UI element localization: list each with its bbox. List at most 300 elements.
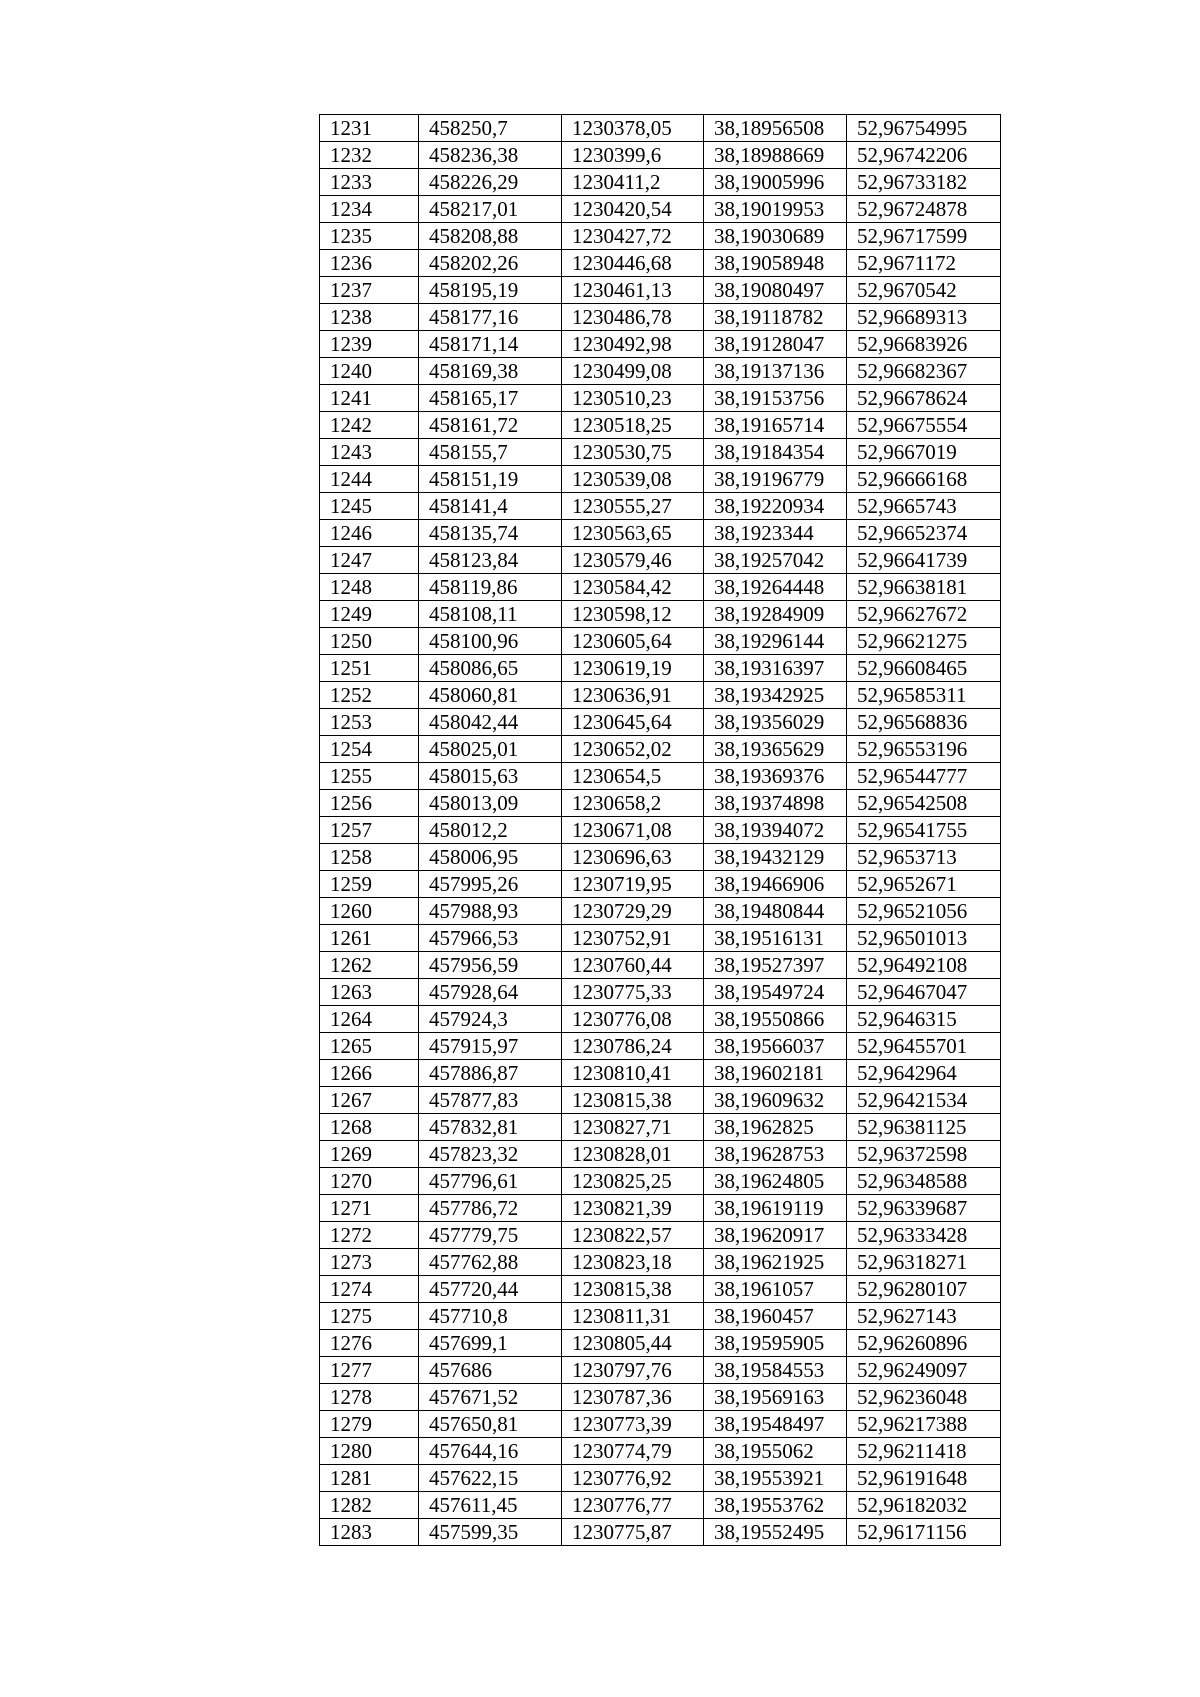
point-number-cell: 1239: [320, 331, 419, 358]
latitude-cell: 38,19356029: [704, 709, 847, 736]
y-coordinate-cell: 1230827,71: [562, 1114, 704, 1141]
point-number-cell: 1251: [320, 655, 419, 682]
table-row: [320, 412, 1001, 439]
point-number-cell: 1237: [320, 277, 419, 304]
point-number-cell: 1277: [320, 1357, 419, 1384]
x-coordinate-cell: 458250,7: [419, 115, 562, 142]
x-coordinate-cell: 457988,93: [419, 898, 562, 925]
y-coordinate-cell: 1230805,44: [562, 1330, 704, 1357]
latitude-cell: 38,19548497: [704, 1411, 847, 1438]
coordinates-table: [319, 114, 1001, 1546]
y-coordinate-cell: 1230774,79: [562, 1438, 704, 1465]
latitude-cell: 38,19184354: [704, 439, 847, 466]
longitude-cell: 52,96236048: [847, 1384, 1001, 1411]
latitude-cell: 38,19609632: [704, 1087, 847, 1114]
x-coordinate-cell: 457699,1: [419, 1330, 562, 1357]
latitude-cell: 38,19620917: [704, 1222, 847, 1249]
table-row: [320, 115, 1001, 142]
longitude-cell: 52,96689313: [847, 304, 1001, 331]
table-row: [320, 1492, 1001, 1519]
longitude-cell: 52,9646315: [847, 1006, 1001, 1033]
y-coordinate-cell: 1230636,91: [562, 682, 704, 709]
point-number-cell: 1243: [320, 439, 419, 466]
longitude-cell: 52,96280107: [847, 1276, 1001, 1303]
table-row: [320, 1195, 1001, 1222]
x-coordinate-cell: 458169,38: [419, 358, 562, 385]
table-row: [320, 520, 1001, 547]
point-number-cell: 1242: [320, 412, 419, 439]
y-coordinate-cell: 1230822,57: [562, 1222, 704, 1249]
table-row: [320, 493, 1001, 520]
table-row: [320, 709, 1001, 736]
longitude-cell: 52,9652671: [847, 871, 1001, 898]
x-coordinate-cell: 458202,26: [419, 250, 562, 277]
point-number-cell: 1274: [320, 1276, 419, 1303]
longitude-cell: 52,9653713: [847, 844, 1001, 871]
latitude-cell: 38,19365629: [704, 736, 847, 763]
x-coordinate-cell: 458171,14: [419, 331, 562, 358]
point-number-cell: 1249: [320, 601, 419, 628]
latitude-cell: 38,19628753: [704, 1141, 847, 1168]
latitude-cell: 38,18988669: [704, 142, 847, 169]
y-coordinate-cell: 1230828,01: [562, 1141, 704, 1168]
point-number-cell: 1232: [320, 142, 419, 169]
longitude-cell: 52,96348588: [847, 1168, 1001, 1195]
longitude-cell: 52,96217388: [847, 1411, 1001, 1438]
table-row: [320, 547, 1001, 574]
point-number-cell: 1252: [320, 682, 419, 709]
x-coordinate-cell: 457966,53: [419, 925, 562, 952]
latitude-cell: 38,19137136: [704, 358, 847, 385]
y-coordinate-cell: 1230776,77: [562, 1492, 704, 1519]
x-coordinate-cell: 457877,83: [419, 1087, 562, 1114]
point-number-cell: 1272: [320, 1222, 419, 1249]
longitude-cell: 52,96318271: [847, 1249, 1001, 1276]
latitude-cell: 38,19553921: [704, 1465, 847, 1492]
x-coordinate-cell: 457611,45: [419, 1492, 562, 1519]
latitude-cell: 38,19374898: [704, 790, 847, 817]
x-coordinate-cell: 458042,44: [419, 709, 562, 736]
longitude-cell: 52,96682367: [847, 358, 1001, 385]
y-coordinate-cell: 1230823,18: [562, 1249, 704, 1276]
x-coordinate-cell: 457886,87: [419, 1060, 562, 1087]
latitude-cell: 38,1962825: [704, 1114, 847, 1141]
y-coordinate-cell: 1230773,39: [562, 1411, 704, 1438]
x-coordinate-cell: 457686: [419, 1357, 562, 1384]
y-coordinate-cell: 1230598,12: [562, 601, 704, 628]
table-row: [320, 898, 1001, 925]
y-coordinate-cell: 1230584,42: [562, 574, 704, 601]
latitude-cell: 38,19624805: [704, 1168, 847, 1195]
longitude-cell: 52,96641739: [847, 547, 1001, 574]
y-coordinate-cell: 1230775,33: [562, 979, 704, 1006]
x-coordinate-cell: 458123,84: [419, 547, 562, 574]
point-number-cell: 1253: [320, 709, 419, 736]
y-coordinate-cell: 1230810,41: [562, 1060, 704, 1087]
point-number-cell: 1279: [320, 1411, 419, 1438]
point-number-cell: 1280: [320, 1438, 419, 1465]
point-number-cell: 1259: [320, 871, 419, 898]
point-number-cell: 1264: [320, 1006, 419, 1033]
latitude-cell: 38,19549724: [704, 979, 847, 1006]
table-row: [320, 439, 1001, 466]
latitude-cell: 38,19553762: [704, 1492, 847, 1519]
x-coordinate-cell: 458151,19: [419, 466, 562, 493]
y-coordinate-cell: 1230411,2: [562, 169, 704, 196]
y-coordinate-cell: 1230786,24: [562, 1033, 704, 1060]
point-number-cell: 1271: [320, 1195, 419, 1222]
x-coordinate-cell: 457786,72: [419, 1195, 562, 1222]
latitude-cell: 38,19432129: [704, 844, 847, 871]
y-coordinate-cell: 1230811,31: [562, 1303, 704, 1330]
y-coordinate-cell: 1230658,2: [562, 790, 704, 817]
longitude-cell: 52,96542508: [847, 790, 1001, 817]
y-coordinate-cell: 1230446,68: [562, 250, 704, 277]
y-coordinate-cell: 1230530,75: [562, 439, 704, 466]
point-number-cell: 1265: [320, 1033, 419, 1060]
table-row: [320, 628, 1001, 655]
longitude-cell: 52,9671172: [847, 250, 1001, 277]
longitude-cell: 52,96492108: [847, 952, 1001, 979]
x-coordinate-cell: 457671,52: [419, 1384, 562, 1411]
table-row: [320, 871, 1001, 898]
table-row: [320, 1276, 1001, 1303]
x-coordinate-cell: 457956,59: [419, 952, 562, 979]
x-coordinate-cell: 457924,3: [419, 1006, 562, 1033]
latitude-cell: 38,19621925: [704, 1249, 847, 1276]
point-number-cell: 1250: [320, 628, 419, 655]
table-row: [320, 1303, 1001, 1330]
latitude-cell: 38,19595905: [704, 1330, 847, 1357]
longitude-cell: 52,96467047: [847, 979, 1001, 1006]
point-number-cell: 1261: [320, 925, 419, 952]
y-coordinate-cell: 1230518,25: [562, 412, 704, 439]
table-row: [320, 1006, 1001, 1033]
latitude-cell: 38,18956508: [704, 115, 847, 142]
point-number-cell: 1256: [320, 790, 419, 817]
x-coordinate-cell: 458208,88: [419, 223, 562, 250]
latitude-cell: 38,19264448: [704, 574, 847, 601]
longitude-cell: 52,96742206: [847, 142, 1001, 169]
longitude-cell: 52,96171156: [847, 1519, 1001, 1546]
table-row: [320, 142, 1001, 169]
x-coordinate-cell: 457995,26: [419, 871, 562, 898]
latitude-cell: 38,19005996: [704, 169, 847, 196]
x-coordinate-cell: 457915,97: [419, 1033, 562, 1060]
y-coordinate-cell: 1230563,65: [562, 520, 704, 547]
longitude-cell: 52,96260896: [847, 1330, 1001, 1357]
point-number-cell: 1247: [320, 547, 419, 574]
y-coordinate-cell: 1230752,91: [562, 925, 704, 952]
point-number-cell: 1238: [320, 304, 419, 331]
point-number-cell: 1273: [320, 1249, 419, 1276]
longitude-cell: 52,96521056: [847, 898, 1001, 925]
point-number-cell: 1275: [320, 1303, 419, 1330]
latitude-cell: 38,19019953: [704, 196, 847, 223]
latitude-cell: 38,19058948: [704, 250, 847, 277]
y-coordinate-cell: 1230821,39: [562, 1195, 704, 1222]
table-row: [320, 790, 1001, 817]
table-row: [320, 1087, 1001, 1114]
point-number-cell: 1269: [320, 1141, 419, 1168]
table-row: [320, 1357, 1001, 1384]
longitude-cell: 52,96678624: [847, 385, 1001, 412]
longitude-cell: 52,96339687: [847, 1195, 1001, 1222]
longitude-cell: 52,96421534: [847, 1087, 1001, 1114]
longitude-cell: 52,96621275: [847, 628, 1001, 655]
longitude-cell: 52,96724878: [847, 196, 1001, 223]
y-coordinate-cell: 1230420,54: [562, 196, 704, 223]
table-row: [320, 655, 1001, 682]
table-row: [320, 736, 1001, 763]
y-coordinate-cell: 1230461,13: [562, 277, 704, 304]
longitude-cell: 52,96553196: [847, 736, 1001, 763]
x-coordinate-cell: 458086,65: [419, 655, 562, 682]
x-coordinate-cell: 458060,81: [419, 682, 562, 709]
point-number-cell: 1248: [320, 574, 419, 601]
x-coordinate-cell: 458161,72: [419, 412, 562, 439]
x-coordinate-cell: 457823,32: [419, 1141, 562, 1168]
point-number-cell: 1257: [320, 817, 419, 844]
latitude-cell: 38,19566037: [704, 1033, 847, 1060]
x-coordinate-cell: 458195,19: [419, 277, 562, 304]
x-coordinate-cell: 458100,96: [419, 628, 562, 655]
y-coordinate-cell: 1230671,08: [562, 817, 704, 844]
x-coordinate-cell: 458013,09: [419, 790, 562, 817]
latitude-cell: 38,19080497: [704, 277, 847, 304]
point-number-cell: 1262: [320, 952, 419, 979]
x-coordinate-cell: 457650,81: [419, 1411, 562, 1438]
table-row: [320, 277, 1001, 304]
y-coordinate-cell: 1230787,36: [562, 1384, 704, 1411]
latitude-cell: 38,19569163: [704, 1384, 847, 1411]
point-number-cell: 1260: [320, 898, 419, 925]
latitude-cell: 38,19552495: [704, 1519, 847, 1546]
longitude-cell: 52,96733182: [847, 169, 1001, 196]
x-coordinate-cell: 457710,8: [419, 1303, 562, 1330]
table-row: [320, 601, 1001, 628]
x-coordinate-cell: 457796,61: [419, 1168, 562, 1195]
y-coordinate-cell: 1230555,27: [562, 493, 704, 520]
table-row: [320, 763, 1001, 790]
latitude-cell: 38,1955062: [704, 1438, 847, 1465]
latitude-cell: 38,19030689: [704, 223, 847, 250]
latitude-cell: 38,19128047: [704, 331, 847, 358]
x-coordinate-cell: 458006,95: [419, 844, 562, 871]
latitude-cell: 38,19516131: [704, 925, 847, 952]
point-number-cell: 1282: [320, 1492, 419, 1519]
table-row: [320, 250, 1001, 277]
y-coordinate-cell: 1230510,23: [562, 385, 704, 412]
x-coordinate-cell: 458177,16: [419, 304, 562, 331]
point-number-cell: 1246: [320, 520, 419, 547]
table-row: [320, 1060, 1001, 1087]
latitude-cell: 38,19284909: [704, 601, 847, 628]
latitude-cell: 38,19342925: [704, 682, 847, 709]
x-coordinate-cell: 458226,29: [419, 169, 562, 196]
point-number-cell: 1270: [320, 1168, 419, 1195]
longitude-cell: 52,96683926: [847, 331, 1001, 358]
longitude-cell: 52,96249097: [847, 1357, 1001, 1384]
latitude-cell: 38,19369376: [704, 763, 847, 790]
latitude-cell: 38,19165714: [704, 412, 847, 439]
x-coordinate-cell: 457762,88: [419, 1249, 562, 1276]
point-number-cell: 1244: [320, 466, 419, 493]
table-row: [320, 1330, 1001, 1357]
point-number-cell: 1276: [320, 1330, 419, 1357]
point-number-cell: 1245: [320, 493, 419, 520]
latitude-cell: 38,19527397: [704, 952, 847, 979]
table-row: [320, 1033, 1001, 1060]
longitude-cell: 52,96501013: [847, 925, 1001, 952]
y-coordinate-cell: 1230539,08: [562, 466, 704, 493]
table-row: [320, 1438, 1001, 1465]
table-row: [320, 979, 1001, 1006]
y-coordinate-cell: 1230492,98: [562, 331, 704, 358]
point-number-cell: 1267: [320, 1087, 419, 1114]
table-row: [320, 1222, 1001, 1249]
latitude-cell: 38,19466906: [704, 871, 847, 898]
point-number-cell: 1254: [320, 736, 419, 763]
y-coordinate-cell: 1230719,95: [562, 871, 704, 898]
latitude-cell: 38,19153756: [704, 385, 847, 412]
x-coordinate-cell: 458012,2: [419, 817, 562, 844]
latitude-cell: 38,19316397: [704, 655, 847, 682]
y-coordinate-cell: 1230378,05: [562, 115, 704, 142]
longitude-cell: 52,9642964: [847, 1060, 1001, 1087]
table-row: [320, 925, 1001, 952]
latitude-cell: 38,19550866: [704, 1006, 847, 1033]
longitude-cell: 52,96675554: [847, 412, 1001, 439]
point-number-cell: 1240: [320, 358, 419, 385]
table-row: [320, 844, 1001, 871]
x-coordinate-cell: 458165,17: [419, 385, 562, 412]
longitude-cell: 52,96381125: [847, 1114, 1001, 1141]
y-coordinate-cell: 1230486,78: [562, 304, 704, 331]
y-coordinate-cell: 1230760,44: [562, 952, 704, 979]
point-number-cell: 1258: [320, 844, 419, 871]
longitude-cell: 52,9627143: [847, 1303, 1001, 1330]
latitude-cell: 38,19257042: [704, 547, 847, 574]
longitude-cell: 52,96608465: [847, 655, 1001, 682]
x-coordinate-cell: 457779,75: [419, 1222, 562, 1249]
longitude-cell: 52,9665743: [847, 493, 1001, 520]
coordinates-table-body: [320, 115, 1001, 1546]
x-coordinate-cell: 457599,35: [419, 1519, 562, 1546]
y-coordinate-cell: 1230815,38: [562, 1276, 704, 1303]
longitude-cell: 52,96638181: [847, 574, 1001, 601]
longitude-cell: 52,96191648: [847, 1465, 1001, 1492]
x-coordinate-cell: 458015,63: [419, 763, 562, 790]
y-coordinate-cell: 1230619,19: [562, 655, 704, 682]
x-coordinate-cell: 458217,01: [419, 196, 562, 223]
point-number-cell: 1241: [320, 385, 419, 412]
latitude-cell: 38,19619119: [704, 1195, 847, 1222]
y-coordinate-cell: 1230797,76: [562, 1357, 704, 1384]
point-number-cell: 1268: [320, 1114, 419, 1141]
y-coordinate-cell: 1230815,38: [562, 1087, 704, 1114]
longitude-cell: 52,96211418: [847, 1438, 1001, 1465]
table-row: [320, 952, 1001, 979]
y-coordinate-cell: 1230605,64: [562, 628, 704, 655]
point-number-cell: 1281: [320, 1465, 419, 1492]
x-coordinate-cell: 457720,44: [419, 1276, 562, 1303]
latitude-cell: 38,19602181: [704, 1060, 847, 1087]
table-row: [320, 1249, 1001, 1276]
point-number-cell: 1283: [320, 1519, 419, 1546]
x-coordinate-cell: 457644,16: [419, 1438, 562, 1465]
longitude-cell: 52,96182032: [847, 1492, 1001, 1519]
y-coordinate-cell: 1230427,72: [562, 223, 704, 250]
table-row: [320, 1411, 1001, 1438]
table-row: [320, 574, 1001, 601]
longitude-cell: 52,9670542: [847, 277, 1001, 304]
longitude-cell: 52,96455701: [847, 1033, 1001, 1060]
longitude-cell: 52,96372598: [847, 1141, 1001, 1168]
longitude-cell: 52,96627672: [847, 601, 1001, 628]
x-coordinate-cell: 458155,7: [419, 439, 562, 466]
x-coordinate-cell: 458025,01: [419, 736, 562, 763]
table-row: [320, 1141, 1001, 1168]
latitude-cell: 38,1961057: [704, 1276, 847, 1303]
x-coordinate-cell: 458119,86: [419, 574, 562, 601]
latitude-cell: 38,1960457: [704, 1303, 847, 1330]
y-coordinate-cell: 1230654,5: [562, 763, 704, 790]
table-row: [320, 1114, 1001, 1141]
latitude-cell: 38,19394072: [704, 817, 847, 844]
y-coordinate-cell: 1230696,63: [562, 844, 704, 871]
table-row: [320, 358, 1001, 385]
longitude-cell: 52,96585311: [847, 682, 1001, 709]
table-row: [320, 1168, 1001, 1195]
latitude-cell: 38,19296144: [704, 628, 847, 655]
longitude-cell: 52,96717599: [847, 223, 1001, 250]
point-number-cell: 1234: [320, 196, 419, 223]
latitude-cell: 38,19480844: [704, 898, 847, 925]
x-coordinate-cell: 458135,74: [419, 520, 562, 547]
latitude-cell: 38,19584553: [704, 1357, 847, 1384]
y-coordinate-cell: 1230775,87: [562, 1519, 704, 1546]
latitude-cell: 38,1923344: [704, 520, 847, 547]
x-coordinate-cell: 458108,11: [419, 601, 562, 628]
table-row: [320, 385, 1001, 412]
latitude-cell: 38,19196779: [704, 466, 847, 493]
x-coordinate-cell: 457928,64: [419, 979, 562, 1006]
table-row: [320, 331, 1001, 358]
point-number-cell: 1278: [320, 1384, 419, 1411]
table-row: [320, 169, 1001, 196]
y-coordinate-cell: 1230645,64: [562, 709, 704, 736]
y-coordinate-cell: 1230579,46: [562, 547, 704, 574]
x-coordinate-cell: 457832,81: [419, 1114, 562, 1141]
y-coordinate-cell: 1230776,92: [562, 1465, 704, 1492]
x-coordinate-cell: 458141,4: [419, 493, 562, 520]
table-row: [320, 1519, 1001, 1546]
latitude-cell: 38,19118782: [704, 304, 847, 331]
point-number-cell: 1255: [320, 763, 419, 790]
y-coordinate-cell: 1230399,6: [562, 142, 704, 169]
x-coordinate-cell: 457622,15: [419, 1465, 562, 1492]
y-coordinate-cell: 1230776,08: [562, 1006, 704, 1033]
table-row: [320, 304, 1001, 331]
longitude-cell: 52,96652374: [847, 520, 1001, 547]
x-coordinate-cell: 458236,38: [419, 142, 562, 169]
table-row: [320, 196, 1001, 223]
longitude-cell: 52,9667019: [847, 439, 1001, 466]
point-number-cell: 1235: [320, 223, 419, 250]
longitude-cell: 52,96333428: [847, 1222, 1001, 1249]
point-number-cell: 1231: [320, 115, 419, 142]
